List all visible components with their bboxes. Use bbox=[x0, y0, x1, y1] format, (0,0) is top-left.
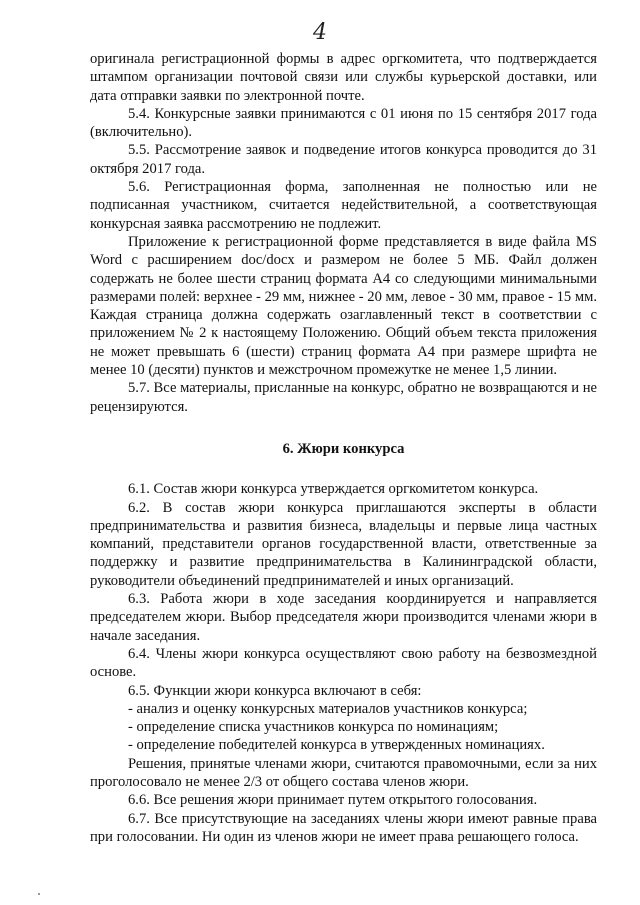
paragraph-6-4: 6.4. Члены жюри конкурса осуществляют свою работу на безвозмездной основе. bbox=[90, 645, 597, 681]
paragraph-5-6: 5.6. Регистрационная форма, заполненная не полностью или не подписанная участником, считается недействительной, а соответствующая конкурсная заявка рассмотрению не подлежит. bbox=[90, 179, 597, 232]
list-item: - определение списка участников конкурса по номинациям; bbox=[128, 719, 499, 736]
scan-speck bbox=[38, 893, 40, 895]
paragraph-decisions: Решения, принятые членами жюри, считаются правомочными, если за них проголосовало не менее 2/3 от общего состава членов жюри. bbox=[90, 755, 597, 790]
paragraph-6-6: 6.6. Все решения жюри принимает путем открытого голосования. bbox=[128, 792, 538, 809]
paragraph-appendix-requirements: Приложение к регистрационной форме представляется в виде файла MS Word с расширением doc/docx и размером не более 5 МБ. Файл должен содержать не более шести страниц формата А4 со следующими минимальными размерами полей: верхнее - 29 мм, нижнее - 20 мм, левое - 30 мм, правое - 15 мм. Каждая страница должна содержать озаглавленный текст в соответствии с приложением № 2 к настоящему Положению. Общий объем текста приложения не может превышать 6 (шести) страниц формата А4 при размере шрифта не менее 10 (десяти) пунктов и межстрочном промежутке не менее 1,5 линии. bbox=[90, 233, 597, 379]
paragraph-6-3: 6.3. Работа жюри в ходе заседания координируется и направляется председателем жюри. Выбор председателя жюри производится членами жюри в начале заседания. bbox=[90, 591, 597, 644]
page-number: 4 bbox=[313, 20, 327, 45]
list-item: - анализ и оценку конкурсных материалов участников конкурса; bbox=[128, 700, 528, 717]
paragraph-6-1: 6.1. Состав жюри конкурса утверждается оргкомитетом конкурса. bbox=[128, 481, 539, 498]
list-item: - определение победителей конкурса в утвержденных номинациях. bbox=[128, 737, 545, 754]
paragraph-5-7: 5.7. Все материалы, присланные на конкурс, обратно не возвращаются и не рецензируются. bbox=[90, 380, 597, 415]
paragraph-6-7: 6.7. Все присутствующие на заседаниях члены жюри имеют равные права при голосовании. Ни один из членов жюри не имеет права решающего голоса. bbox=[90, 810, 597, 845]
paragraph-continuation: оригинала регистрационной формы в адрес оргкомитета, что подтверждается штампом организации почтовой связи или службы курьерской доставки, или дата отправки заявки по электронной почте. bbox=[90, 51, 597, 104]
paragraph-6-2: 6.2. В состав жюри конкурса приглашаются эксперты в области предпринимательства и развития бизнеса, владельцы и первые лица частных компаний, представители органов государственной власти, ответственные за поддержку и развитие предпринимательства в Калининградской области, руководители объединений предпринимателей и иных организаций. bbox=[90, 499, 597, 589]
document-body bbox=[90, 50, 597, 846]
paragraph-5-5: 5.5. Рассмотрение заявок и подведение итогов конкурса проводится до 31 октября 2017 года. bbox=[90, 142, 597, 177]
paragraph-6-5: 6.5. Функции жюри конкурса включают в себя: bbox=[128, 682, 422, 699]
section-heading-jury: 6. Жюри конкурса bbox=[282, 440, 405, 457]
paragraph-5-4: 5.4. Конкурсные заявки принимаются с 01 июня по 15 сентября 2017 года (включительно). bbox=[90, 105, 597, 141]
